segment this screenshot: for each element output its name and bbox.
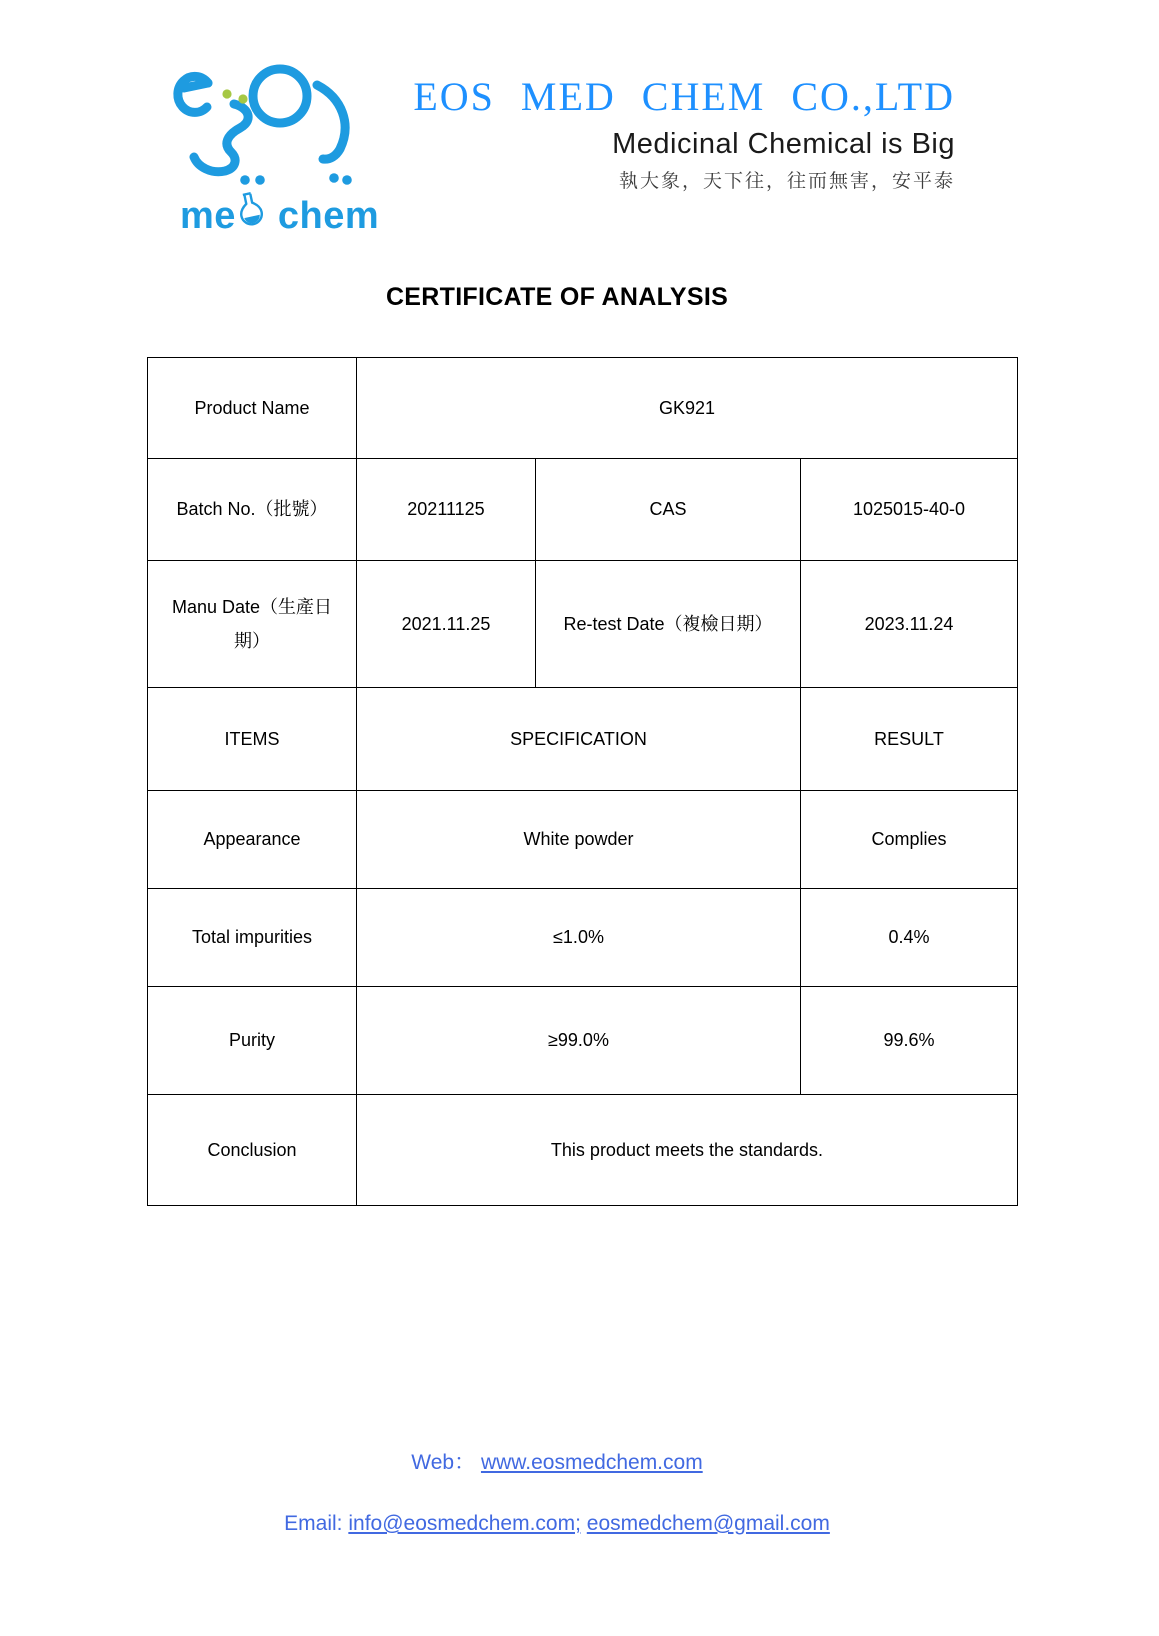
impurities-spec-cell: ≤1.0%: [357, 889, 801, 987]
flask-icon: [235, 190, 269, 238]
purity-label-cell: Purity: [148, 987, 357, 1095]
email-link-primary[interactable]: info@eosmedchem.com;: [348, 1512, 581, 1535]
table-row: [148, 1095, 1018, 1206]
batch-no-label-cell: Batch No.（批號）: [148, 459, 357, 561]
table-row: [148, 459, 1018, 561]
company-logo: [172, 58, 402, 237]
footer-web-line: [0, 1446, 1114, 1476]
company-tagline: Medicinal Chemical is Big: [612, 128, 955, 160]
result-header-cell: RESULT: [801, 688, 1018, 791]
table-row: [148, 358, 1018, 459]
table-row: [148, 791, 1018, 889]
batch-no-value-cell: 20211125: [357, 459, 536, 561]
retest-date-value-cell: 2023.11.24: [801, 561, 1018, 688]
product-name-label-cell: Product Name: [148, 358, 357, 459]
impurities-result-cell: 0.4%: [801, 889, 1018, 987]
logo-text-me: me: [180, 195, 236, 237]
manu-date-label-cell: Manu Date（生產日期）: [148, 561, 357, 688]
table-row: [148, 987, 1018, 1095]
company-name: EOS MED CHEM CO.,LTD: [413, 74, 955, 119]
table-row: [148, 889, 1018, 987]
certificate-table: [147, 357, 1018, 1206]
appearance-label-cell: Appearance: [148, 791, 357, 889]
product-name-value-cell: GK921: [357, 358, 1018, 459]
web-link[interactable]: www.eosmedchem.com: [480, 1451, 703, 1474]
items-header-cell: ITEMS: [148, 688, 357, 791]
table-row: [148, 561, 1018, 688]
email-label: Email:: [284, 1512, 343, 1535]
company-motto-chinese: 執大象，天下往，往而無害，安平泰: [618, 169, 955, 192]
retest-date-label-cell: Re-test Date（複檢日期）: [536, 561, 801, 688]
letterhead: [413, 74, 955, 192]
cas-label-cell: CAS: [536, 459, 801, 561]
table-row: [148, 688, 1018, 791]
impurities-label-cell: Total impurities: [148, 889, 357, 987]
document-title: CERTIFICATE OF ANALYSIS: [385, 283, 729, 311]
purity-result-cell: 99.6%: [801, 987, 1018, 1095]
email-link-secondary[interactable]: eosmedchem@gmail.com: [586, 1512, 830, 1535]
footer-email-line: [0, 1512, 1114, 1536]
manu-date-value-cell: 2021.11.25: [357, 561, 536, 688]
specification-header-cell: SPECIFICATION: [357, 688, 801, 791]
logo-text-chem: chem: [277, 195, 380, 237]
elephant-logo-icon: [172, 58, 382, 188]
logo-wordmark: [180, 192, 379, 238]
appearance-spec-cell: White powder: [357, 791, 801, 889]
appearance-result-cell: Complies: [801, 791, 1018, 889]
web-label: Web：: [411, 1451, 476, 1474]
logo-feet-dots: [240, 173, 352, 185]
conclusion-value-cell: This product meets the standards.: [357, 1095, 1018, 1206]
conclusion-label-cell: Conclusion: [148, 1095, 357, 1206]
cas-value-cell: 1025015-40-0: [801, 459, 1018, 561]
purity-spec-cell: ≥99.0%: [357, 987, 801, 1095]
